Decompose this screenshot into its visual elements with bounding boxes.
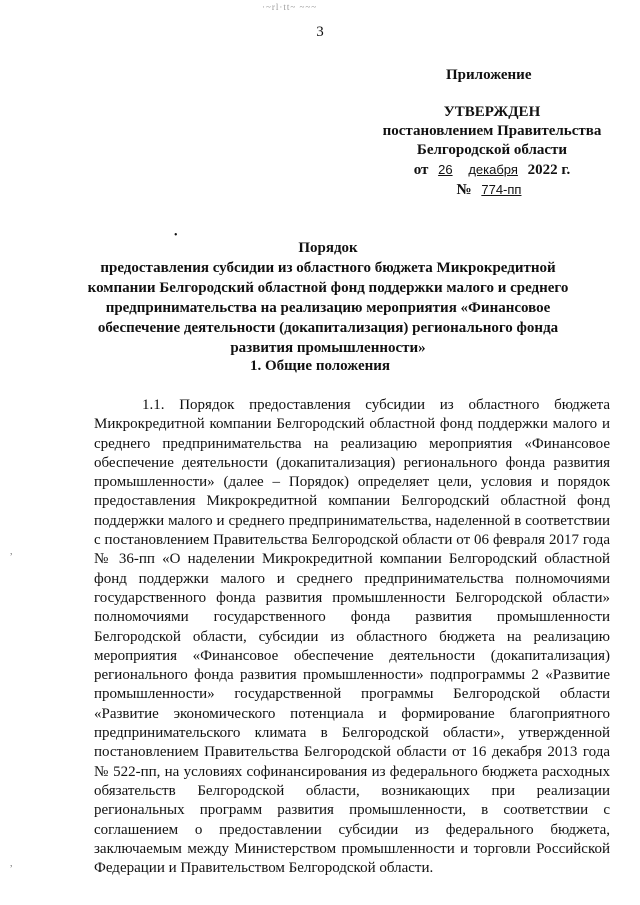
subtitle-line: предоставления субсидии из областного бюджета Микрокредитной xyxy=(100,260,556,276)
approval-date-line xyxy=(372,160,612,180)
margin-mark: , xyxy=(10,858,13,869)
subtitle-line: обеспечение деятельности (докапитализация) регионального фонда xyxy=(97,320,559,336)
approval-number-line xyxy=(372,180,612,200)
paragraph-1-1: 1.1. Порядок предоставления субсидии из областного бюджета Микрокредитной компании Белгородский областной фонд поддержки малого и среднего предпринимательства на реализацию мероприятия «Финансовое обеспечение деятельности (докапитализация) регионального фонда развития промышленности» (далее – Порядок) определяет цели, условия и порядок предоставления Микрокредитной компании Белгородский областной фонд поддержки малого и среднего предпринимательства, наделенной в соответствии с постановлением Правительства Белгородской области от 06 февраля 2017 года № 36-пп «О наделении Микрокредитной компании Белгородский областной фонд поддержки малого и среднего предпринимательства полномочиями государственного фонда развития промышленности Белгородской области» полномочиями государственного фонда развития промышленности Белгородской области, субсидии из областного бюджета на реализацию мероприятия «Финансовое обеспечение деятельности (докапитализация) регионального фонда развития промышленности» подпрограммы 2 «Развитие промышленности» государственной программы Белгородской области «Развитие экономического потенциала и формирование благоприятного предпринимательского климата в Белгородской области», утвержденной постановлением Правительства Белгородской области от 16 декабря 2013 года № 522-пп, на условиях софинансирования из федерального бюджета расходных обязательств Белгородской области, возникающих при реализации региональных программ развития промышленности, в соответствии с соглашением о предоставлении субсидии из федерального бюджета, заключаемым между Министерством промышленности и торговли Российской Федерации и Правительством Белгородской области. xyxy=(94,397,610,877)
scan-artifact: ·~rl·tt~ ~~~ xyxy=(262,2,318,12)
number-value: 774-пп xyxy=(481,182,522,197)
document-title: Порядок xyxy=(298,240,358,256)
date-year: 2022 г. xyxy=(527,162,571,178)
speck-mark: • xyxy=(174,230,178,241)
approved-label: УТВЕРЖДЕН xyxy=(443,104,541,120)
date-prefix: от xyxy=(413,162,429,178)
date-day: 26 xyxy=(438,162,453,177)
subtitle-line: развития промышленности» xyxy=(230,340,426,356)
page-number: 3 xyxy=(316,24,324,40)
approved-by-line: постановлением Правительства xyxy=(382,123,602,139)
section-title: 1. Общие положения xyxy=(249,358,391,374)
date-month: декабря xyxy=(468,162,518,177)
number-prefix: № xyxy=(456,182,472,198)
approval-block xyxy=(372,103,612,200)
appendix-label: Приложение xyxy=(446,67,532,83)
subtitle-line: компании Белгородский областной фонд поддержки малого и среднего xyxy=(87,280,569,296)
approved-region-line: Белгородской области xyxy=(416,142,568,158)
subtitle-line: предпринимательства на реализацию мероприятия «Финансовое xyxy=(105,300,551,316)
document-heading xyxy=(80,238,576,358)
margin-mark: , xyxy=(10,546,13,557)
